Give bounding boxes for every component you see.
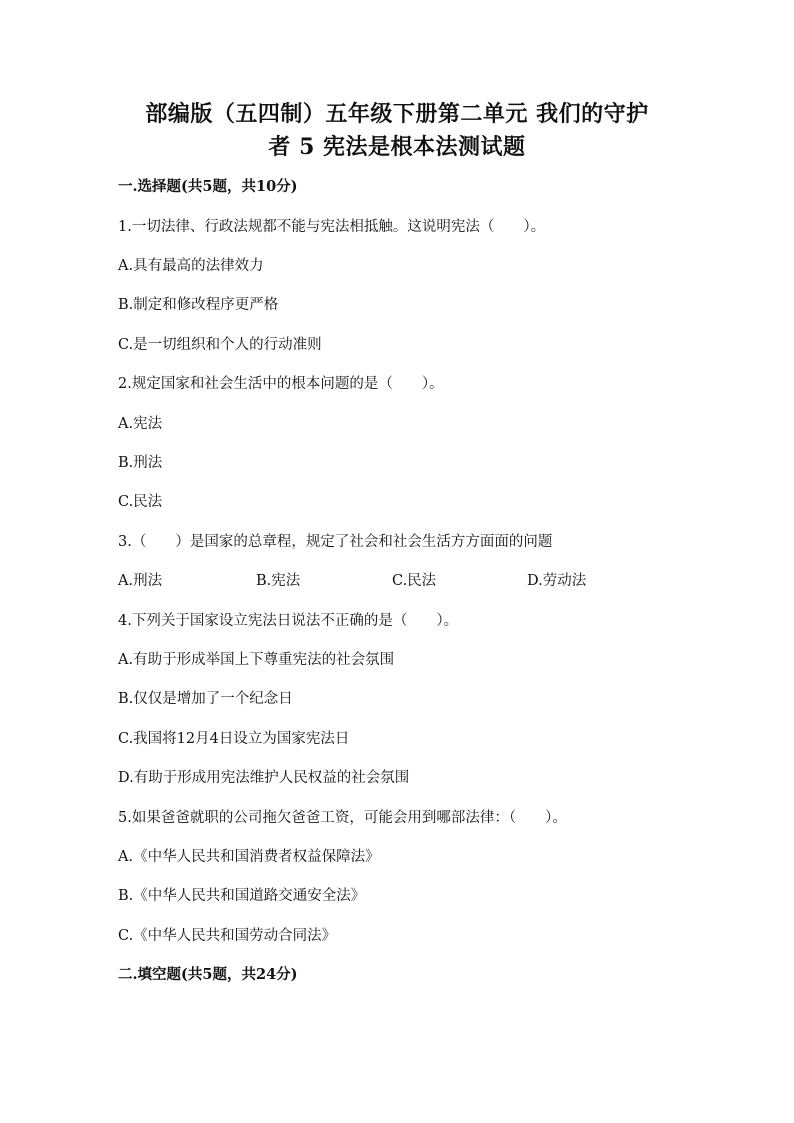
question-5: 5.如果爸爸就职的公司拖欠爸爸工资，可能会用到哪部法律：（ ）。: [118, 810, 567, 826]
question-3-option-c: C.民法: [392, 573, 437, 589]
section-2-heading: 二.填空题(共5题，共24分): [118, 966, 298, 983]
question-3-option-b: B.宪法: [256, 573, 301, 589]
document-title-line-1: 部编版（五四制）五年级下册第二单元 我们的守护: [145, 101, 649, 127]
question-1-option-b: B.制定和修改程序更严格: [118, 297, 279, 313]
question-2-option-a: A.宪法: [118, 416, 163, 432]
question-4-option-c: C.我国将12月4日设立为国家宪法日: [118, 731, 350, 747]
question-3-option-a: A.刑法: [118, 573, 163, 589]
question-1: 1.一切法律、行政法规都不能与宪法相抵触。这说明宪法（ ）。: [118, 219, 546, 235]
question-1-option-a: A.具有最高的法律效力: [118, 258, 264, 274]
question-1-option-c: C.是一切组织和个人的行动准则: [118, 337, 322, 353]
question-4-option-a: A.有助于形成举国上下尊重宪法的社会氛围: [118, 652, 395, 668]
question-5-option-c: C.《中华人民共和国劳动合同法》: [118, 928, 337, 944]
document-title-line-2: 者 5 宪法是根本法测试题: [268, 134, 526, 160]
section-1-heading: 一.选择题(共5题，共10分): [118, 178, 298, 195]
question-4-option-d: D.有助于形成用宪法维护人民权益的社会氛围: [118, 770, 410, 786]
question-2: 2.规定国家和社会生活中的根本问题的是（ ）。: [118, 376, 444, 392]
question-4-option-b: B.仅仅是增加了一个纪念日: [118, 691, 293, 707]
question-3-option-d: D.劳动法: [527, 573, 587, 589]
question-5-option-a: A.《中华人民共和国消费者权益保障法》: [118, 849, 380, 865]
question-2-option-b: B.刑法: [118, 455, 163, 471]
question-2-option-c: C.民法: [118, 494, 163, 510]
question-5-option-b: B.《中华人民共和国道路交通安全法》: [118, 888, 366, 904]
question-4: 4.下列关于国家设立宪法日说法不正确的是（ ）。: [118, 613, 459, 629]
question-3: 3.（ ）是国家的总章程，规定了社会和社会生活方方面面的问题: [118, 534, 553, 550]
